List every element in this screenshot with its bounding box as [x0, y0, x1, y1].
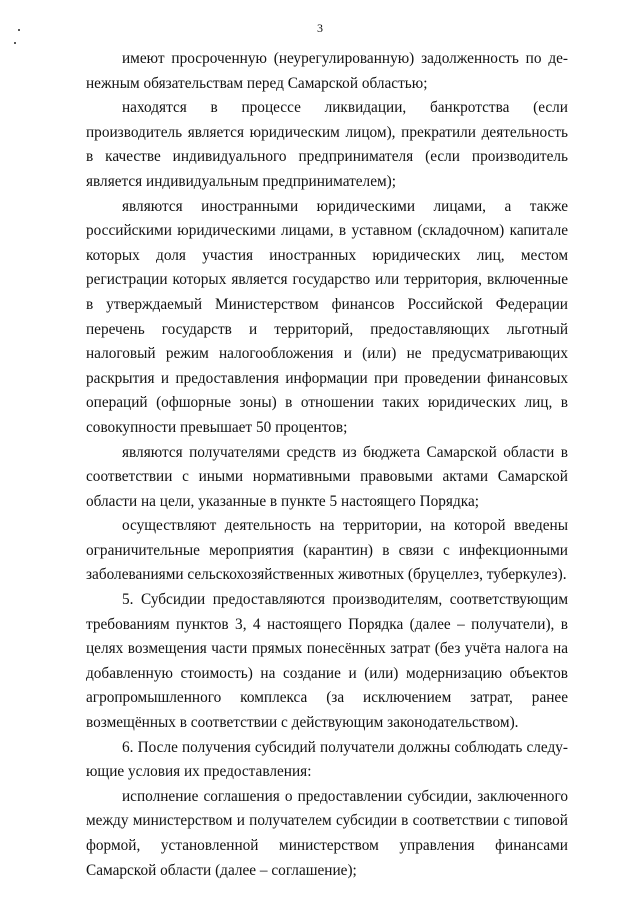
paragraph-other-budget-condition: являются получателями средств из бюджета Самарской области в соответствии с иными нормативными правовыми актами Самарской области на цели, указанные в пункте 5 настоящего Порядка; — [86, 443, 568, 510]
paragraph-item-6: 6. После получения субсидий получатели должны соблюдать следующие условия их предоставления: — [86, 738, 568, 781]
page-number: 3 — [317, 21, 323, 35]
paragraph-quarantine-condition: осуществляют деятельность на территории, на которой введены ограничительные мероприятия (карантин) в связи с инфекционными заболеваниями сельскохозяйственных животных (бруцеллез, туберкулез). — [86, 517, 568, 584]
paragraph-agreement-condition: исполнение соглашения о предоставлении субсидии, заключенного между министерством и получателем субсидии в соответствии с типовой формой, установленной министерством управления финансами Самарской области (далее – соглашение); — [86, 787, 568, 879]
paragraph-item-5: 5. Субсидии предоставляются производителям, соответствующим требованиям пунктов 3, 4 настоящего Порядка (далее – получатели), в целях возмещения части прямых понесённых затрат (без учёта налога на добавленную стоимость) на создание и (или) модернизацию объектов агропромышленного комплекса (за исключением затрат, ранее возмещённых в соответствии с действующим законодательством). — [86, 591, 568, 732]
scan-speck — [18, 29, 20, 31]
paragraph-debt-condition: имеют просроченную (неурегулированную) задолженность по денежным обязательствам перед Самарской областью; — [86, 50, 568, 92]
document-body — [86, 47, 568, 883]
paragraph-foreign-entities-condition: являются иностранными юридическими лицами, а также российскими юридическими лицами, в уставном (складочном) капитале которых доля участия иностранных юридических лиц, местом регистрации которых является государство или территория, включенные в утверждаемый Министерством финансов Российской Федерации перечень государств и территорий, предоставляющих льготный налоговый режим налогообложения и (или) не предусматривающих раскрытия и предоставления информации при проведении финансовых операций (офшорные зоны) в отношении таких юридических лиц, в совокупности превышает 50 процентов; — [86, 197, 568, 436]
scan-speck — [14, 42, 16, 44]
paragraph-liquidation-condition: находятся в процессе ликвидации, банкротства (если производитель является юридическим лицом), прекратили деятельность в качестве индивидуального предпринимателя (если производитель является индивидуальным предпринимателем); — [86, 99, 568, 190]
